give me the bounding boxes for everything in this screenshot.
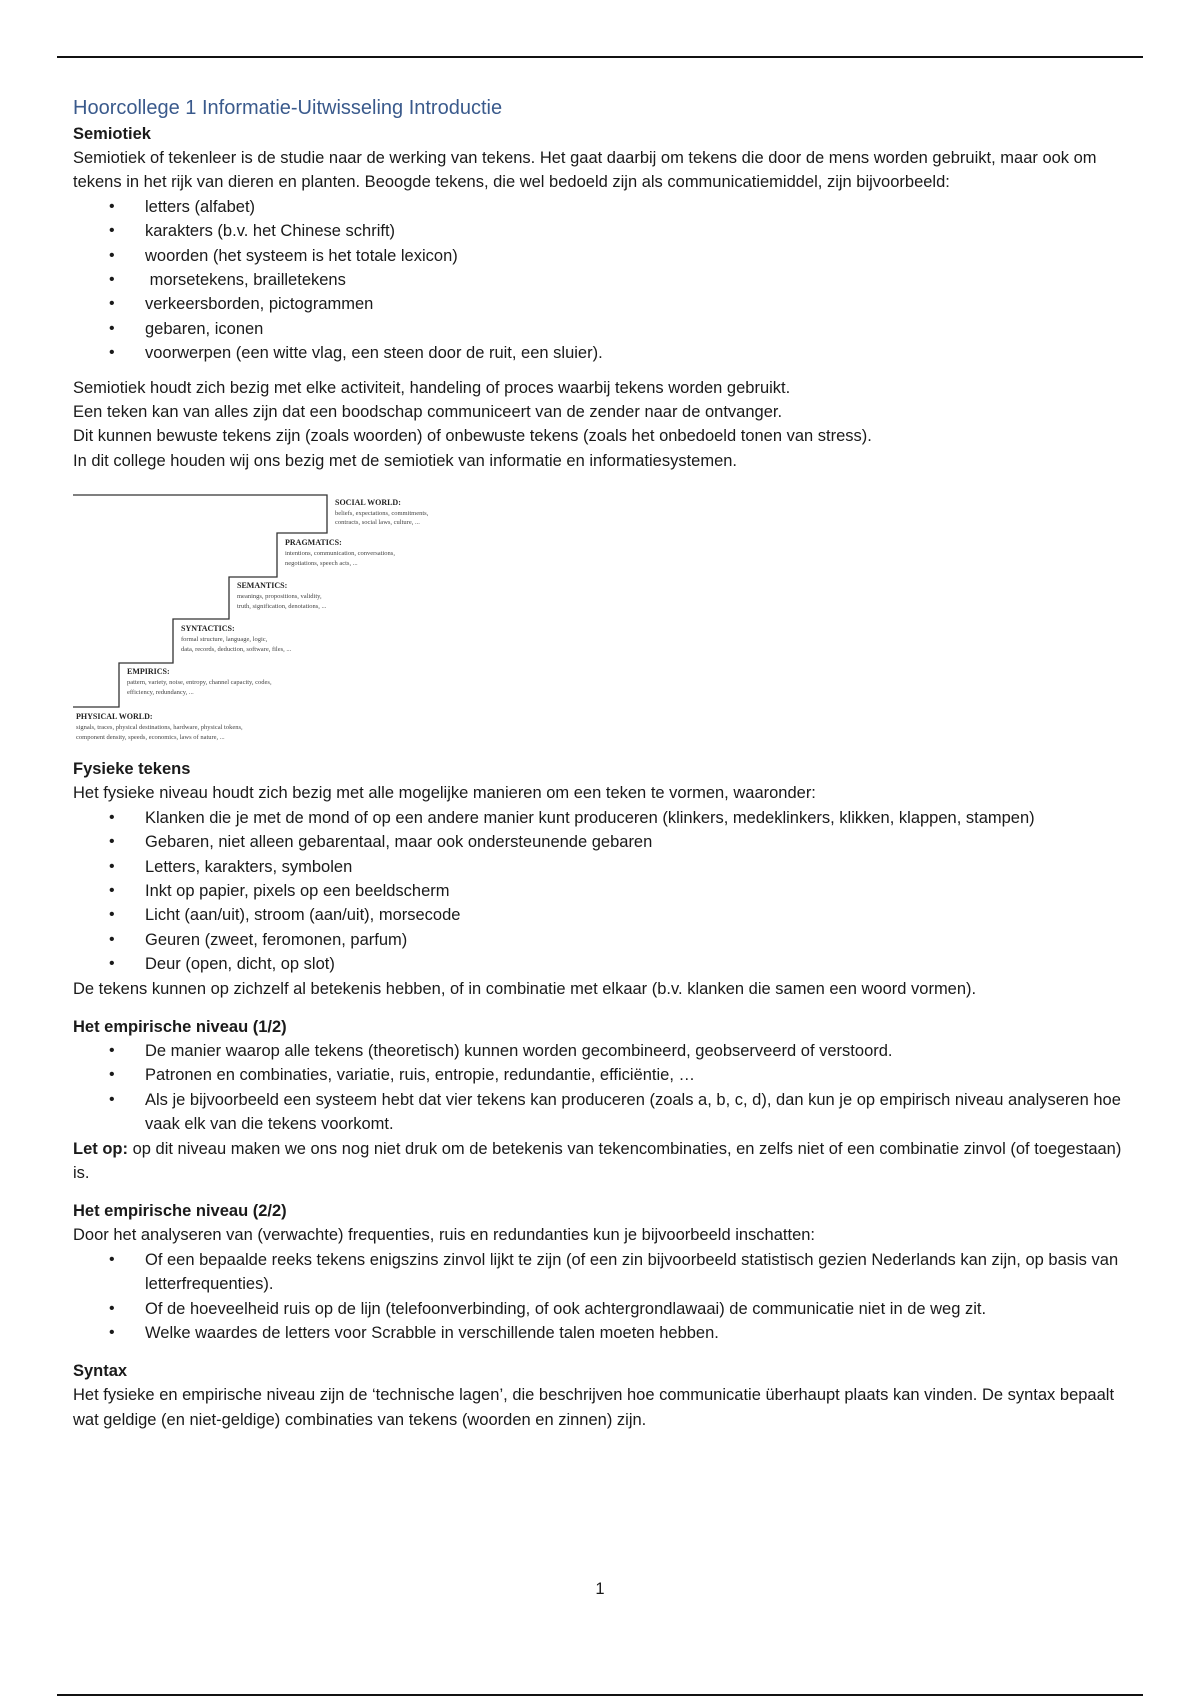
- empirisch-1-list: [73, 1039, 1123, 1137]
- page-number: 1: [595, 1580, 605, 1598]
- note-text: op dit niveau maken we ons nog niet druk om de betekenis van tekencombinaties, en zelfs niet of een combinatie zinvol (of toegestaan) is.: [73, 1139, 1122, 1182]
- step-title: EMPIRICS:: [127, 667, 170, 677]
- section-heading-semiotiek: Semiotiek: [73, 125, 151, 143]
- list-item: • Letters, karakters, symbolen: [145, 855, 1123, 879]
- semiotiek-line: In dit college houden wij ons bezig met de semiotiek van informatie en informatiesystemen.: [73, 451, 738, 470]
- header-rule: [57, 56, 1143, 58]
- semiotiek-line: Dit kunnen bewuste tekens zijn (zoals woorden) of onbewuste tekens (zoals het onbedoeld tonen van stress).: [73, 427, 872, 446]
- step-text: component density, speeds, economics, laws of nature, ...: [76, 734, 225, 742]
- list-item: • Gebaren, niet alleen gebarentaal, maar ook ondersteunende gebaren: [145, 830, 1123, 854]
- step-text: efficiency, redundancy, ...: [127, 689, 194, 697]
- syntax-text: Het fysieke en empirische niveau zijn de ‘technische lagen’, die beschrijven hoe communicatie überhaupt plaats kan vinden. De syntax bepaalt wat geldige (en niet-geldige) combinaties van tekens (woorden en zinnen) zijn.: [73, 1386, 1115, 1429]
- list-item: • verkeersborden, pictogrammen: [145, 292, 1123, 316]
- list-item: • morsetekens, brailletekens: [145, 268, 1123, 292]
- empirisch-1-note: [73, 1137, 1123, 1186]
- step-title: SYNTACTICS:: [181, 624, 235, 634]
- fysieke-outro: De tekens kunnen op zichzelf al betekenis hebben, of in combinatie met elkaar (b.v. klanken die samen een woord vormen).: [73, 979, 977, 998]
- list-item: • woorden (het systeem is het totale lexicon): [145, 244, 1123, 268]
- list-item: • Of een bepaalde reeks tekens enigszins zinvol lijkt te zijn (of een zin bijvoorbeeld statistisch gezien Nederlands kan zijn, op basis van letterfrequenties).: [145, 1248, 1123, 1297]
- semiotiek-intro: Semiotiek of tekenleer is de studie naar de werking van tekens. Het gaat daarbij om tekens die door de mens worden gebruikt, maar ook om tekens in het rijk van dieren en planten. Beoogde tekens, die wel bedoeld zijn als communicatiemiddel, zijn bijvoorbeeld:: [73, 149, 1097, 192]
- list-item: • Licht (aan/uit), stroom (aan/uit), morsecode: [145, 903, 1123, 927]
- list-item: • letters (alfabet): [145, 195, 1123, 219]
- list-item: • Geuren (zweet, feromonen, parfum): [145, 928, 1123, 952]
- section-heading-empirisch-1: Het empirische niveau (1/2): [73, 1017, 287, 1036]
- step-text: truth, signification, denotations, ...: [237, 603, 327, 611]
- step-title: SEMANTICS:: [237, 581, 288, 591]
- section-heading-fysieke: Fysieke tekens: [73, 760, 191, 779]
- step-text: signals, traces, physical destinations, hardware, physical tokens,: [76, 724, 243, 732]
- list-item: • Inkt op papier, pixels op een beeldscherm: [145, 879, 1123, 903]
- step-text: pattern, variety, noise, entropy, channel capacity, codes,: [127, 679, 272, 687]
- staircase-line: [73, 495, 327, 707]
- list-item: • Of de hoeveelheid ruis op de lijn (telefoonverbinding, of ook achtergrondlawaai) de communicatie niet in de weg zit.: [145, 1297, 1123, 1321]
- semiotic-ladder-diagram: [73, 485, 473, 747]
- page-content: [73, 96, 1123, 1432]
- note-label: Let op:: [73, 1139, 128, 1158]
- step-text: formal structure, language, logic,: [181, 636, 268, 644]
- step-title: SOCIAL WORLD:: [335, 498, 401, 508]
- step-text: contracts, social laws, culture, ...: [335, 519, 420, 527]
- list-item: • De manier waarop alle tekens (theoretisch) kunnen worden gecombineerd, geobserveerd of verstoord.: [145, 1039, 1123, 1063]
- fysieke-list: [73, 806, 1123, 977]
- list-item: • Klanken die je met de mond of op een andere manier kunt produceren (klinkers, medeklinkers, klikken, klappen, stampen): [145, 806, 1123, 830]
- empirisch-2-list: [73, 1248, 1123, 1346]
- list-item: • Patronen en combinaties, variatie, ruis, entropie, redundantie, efficiëntie, …: [145, 1063, 1123, 1087]
- step-text: meanings, propositions, validity,: [237, 593, 322, 601]
- step-text: beliefs, expectations, commitments,: [335, 510, 429, 518]
- list-item: • voorwerpen (een witte vlag, een steen door de ruit, een sluier).: [145, 341, 1123, 365]
- list-item: • Als je bijvoorbeeld een systeem hebt dat vier tekens kan produceren (zoals a, b, c, d), dan kun je op empirisch niveau analyseren hoe vaak elk van die tekens voorkomt.: [145, 1088, 1123, 1137]
- step-text: intentions, communication, conversations,: [285, 550, 395, 558]
- semiotiek-line: Semiotiek houdt zich bezig met elke activiteit, handeling of proces waarbij tekens worden gebruikt.: [73, 378, 791, 397]
- step-title: PRAGMATICS:: [285, 538, 342, 548]
- section-heading-syntax: Syntax: [73, 1362, 128, 1381]
- semiotiek-line: Een teken kan van alles zijn dat een boodschap communiceert van de zender naar de ontvanger.: [73, 403, 783, 422]
- list-item: • Welke waardes de letters voor Scrabble in verschillende talen moeten hebben.: [145, 1321, 1123, 1345]
- document-title: Hoorcollege 1 Informatie-Uitwisseling Introductie: [73, 97, 503, 119]
- semiotiek-list: [73, 195, 1123, 366]
- list-item: • Deur (open, dicht, op slot): [145, 952, 1123, 976]
- footer-rule: [57, 1694, 1143, 1696]
- step-title: PHYSICAL WORLD:: [76, 712, 153, 722]
- fysieke-intro: Het fysieke niveau houdt zich bezig met alle mogelijke manieren om een teken te vormen, waaronder:: [73, 784, 816, 803]
- empirisch-2-intro: Door het analyseren van (verwachte) frequenties, ruis en redundanties kun je bijvoorbeeld inschatten:: [73, 1226, 816, 1245]
- step-text: data, records, deduction, software, files, ...: [181, 646, 292, 654]
- step-text: negotiations, speech acts, ...: [285, 560, 358, 568]
- list-item: • karakters (b.v. het Chinese schrift): [145, 219, 1123, 243]
- section-heading-empirisch-2: Het empirische niveau (2/2): [73, 1202, 287, 1221]
- list-item: • gebaren, iconen: [145, 317, 1123, 341]
